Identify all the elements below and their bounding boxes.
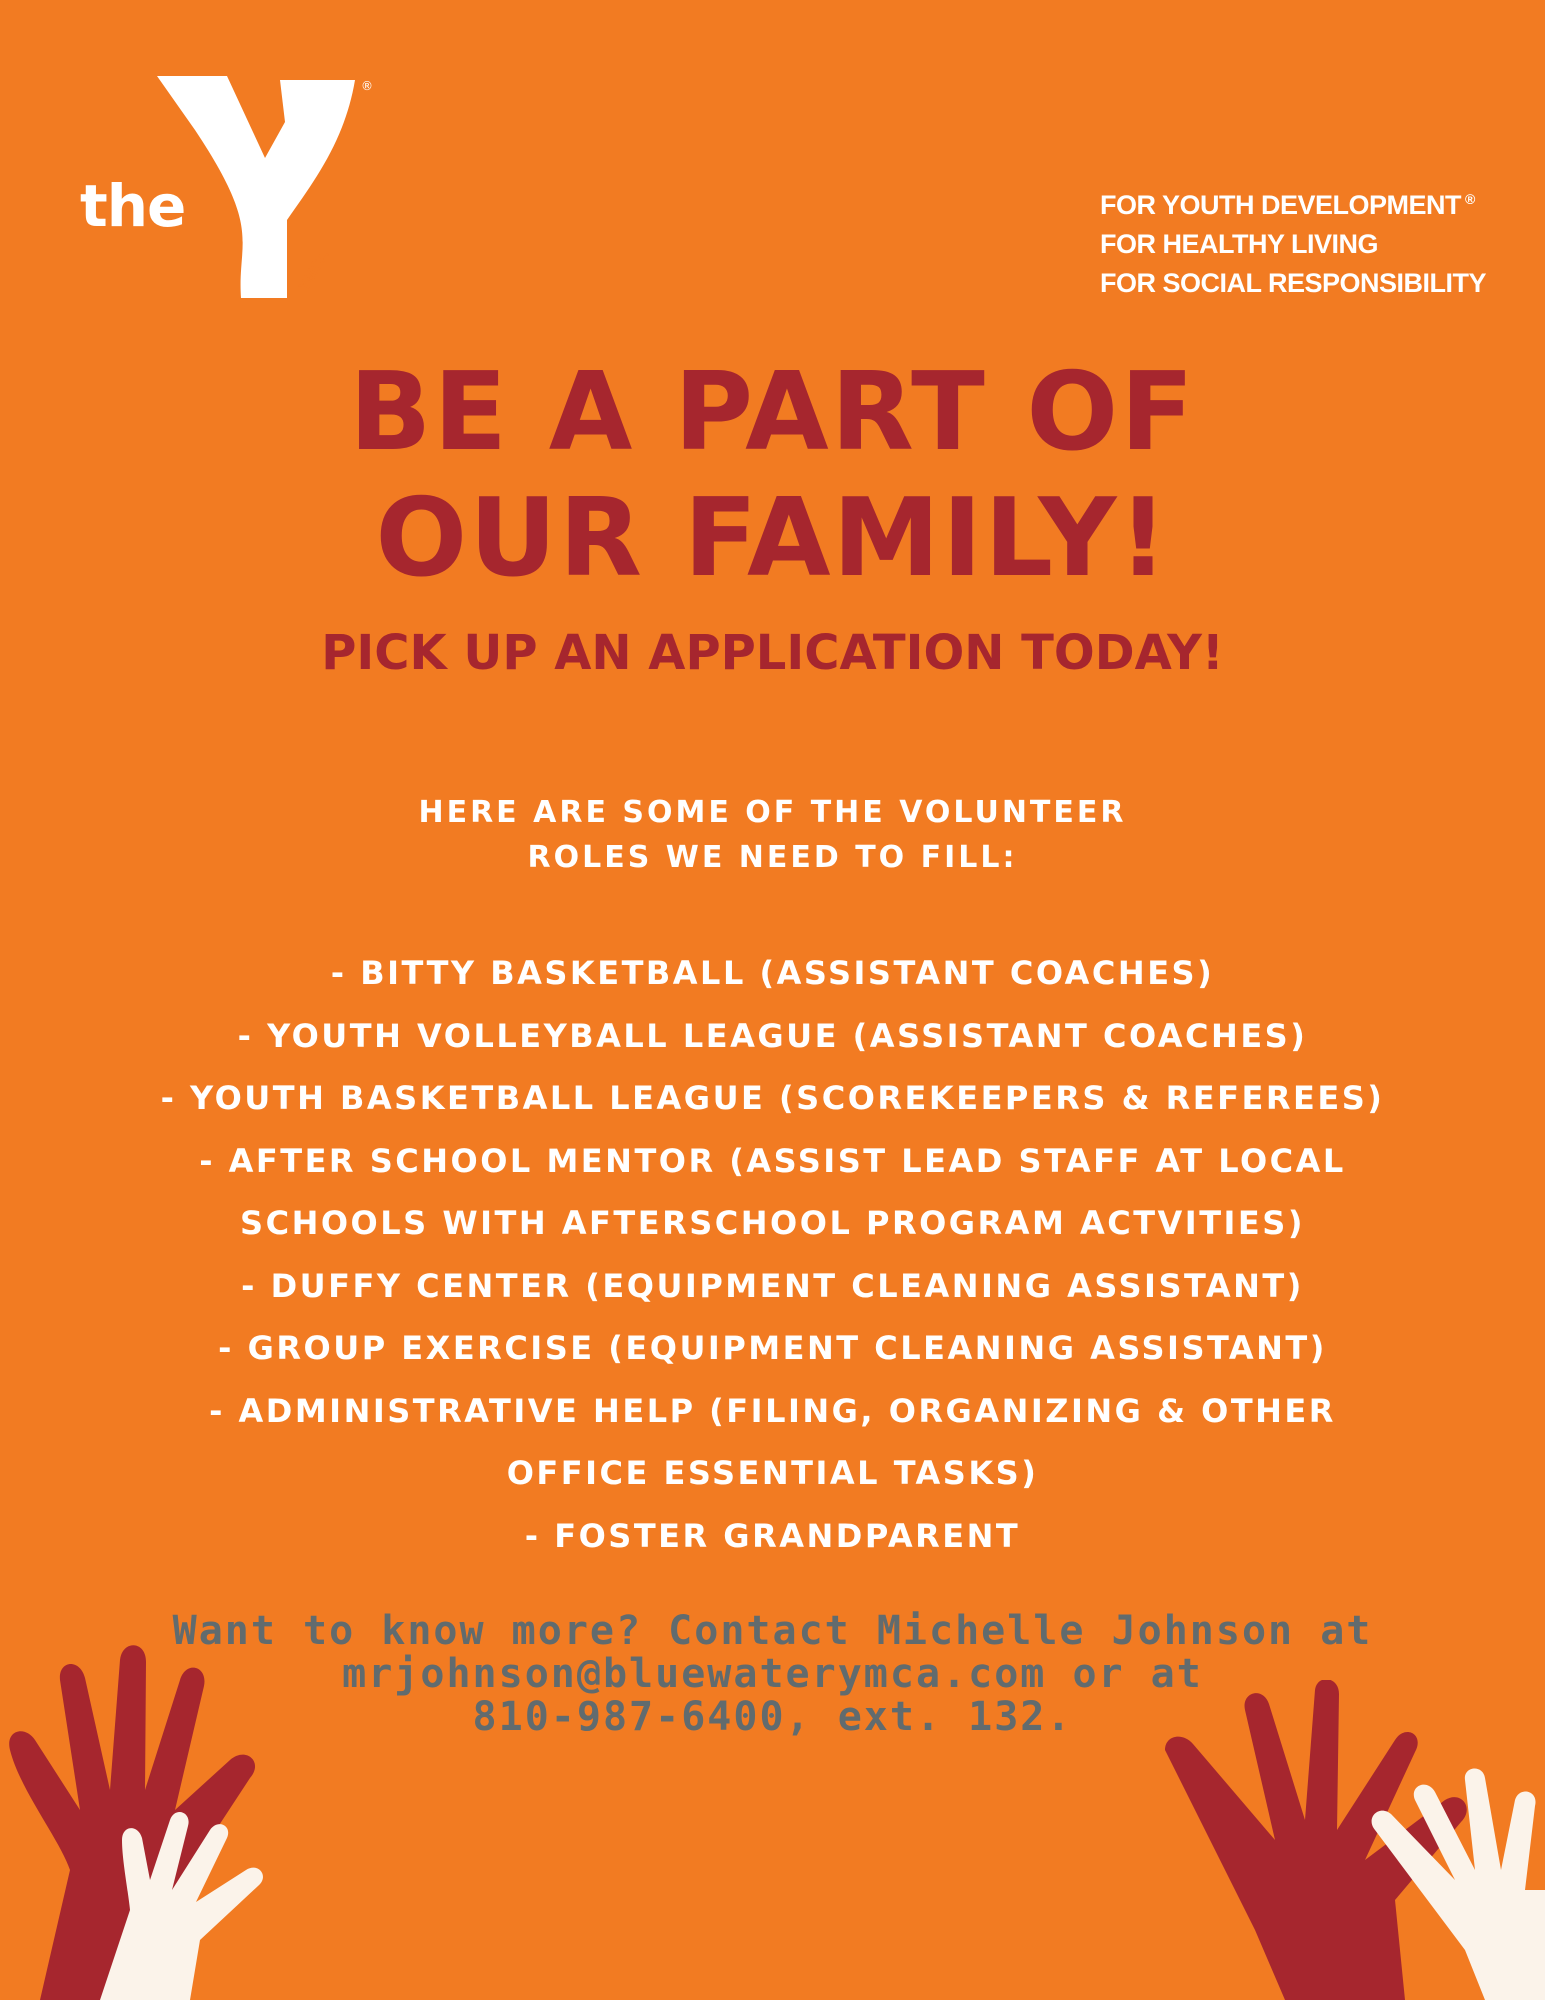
contact-phone-line: 810-987-6400, ext. 132.	[472, 1694, 1073, 1740]
list-item: - YOUTH BASKETBALL LEAGUE (SCOREKEEPERS & REFEREES)	[160, 1079, 1385, 1117]
ymca-mark-text: YMCA	[295, 247, 333, 294]
logo-word-the: the	[80, 172, 186, 240]
tagline-line-1: FOR YOUTH DEVELOPMENT	[1100, 190, 1462, 220]
list-item: - ADMINISTRATIVE HELP (FILING, ORGANIZING & OTHER	[209, 1391, 1336, 1430]
tagline-registered-mark: ®	[1465, 191, 1475, 207]
hands-left-illustration	[0, 1640, 340, 2000]
list-item: - YOUTH VOLLEYBALL LEAGUE (ASSISTANT COACHES)	[237, 1016, 1308, 1055]
list-item: - FOSTER GRANDPARENT	[524, 1516, 1021, 1555]
headline-line-2: OUR FAMILY!	[375, 476, 1170, 601]
list-item: OFFICE ESSENTIAL TASKS)	[506, 1454, 1039, 1492]
list-item: - DUFFY CENTER (EQUIPMENT CLEANING ASSISTANT)	[241, 1266, 1304, 1305]
list-item: - GROUP EXERCISE (EQUIPMENT CLEANING ASSISTANT)	[218, 1329, 1327, 1367]
tagline-line-3: FOR SOCIAL RESPONSIBILITY	[1100, 268, 1487, 298]
subheadline: PICK UP AN APPLICATION TODAY!	[321, 625, 1224, 681]
roles-intro-line-2: ROLES WE NEED TO FILL:	[527, 840, 1018, 875]
ymca-tagline	[1100, 180, 1520, 303]
volunteer-roles-list	[0, 942, 1545, 1567]
roles-intro	[0, 790, 1545, 880]
red-hand-right-icon	[1165, 1680, 1467, 2000]
hands-right-illustration	[1165, 1680, 1545, 2000]
contact-line-1: Want to know more? Contact Michelle Johnson at	[172, 1608, 1373, 1654]
logo-registered-mark: ®	[361, 79, 373, 93]
headline-line-1: BE A PART OF	[349, 350, 1196, 475]
tagline-line	[1100, 180, 1520, 225]
headline	[0, 350, 1545, 602]
contact-email-line[interactable]: mrjohnson@bluewaterymca.com or at	[342, 1651, 1203, 1697]
list-item: - BITTY BASKETBALL (ASSISTANT COACHES)	[330, 954, 1215, 992]
roles-intro-line-1: HERE ARE SOME OF THE VOLUNTEER	[418, 795, 1127, 830]
list-item: - AFTER SCHOOL MENTOR (ASSIST LEAD STAFF AT LOCAL	[199, 1141, 1346, 1180]
list-item: SCHOOLS WITH AFTERSCHOOL PROGRAM ACTVITIES)	[240, 1204, 1305, 1242]
ymca-logo	[75, 70, 395, 310]
tagline-line-2: FOR HEALTHY LIVING	[1100, 229, 1379, 259]
